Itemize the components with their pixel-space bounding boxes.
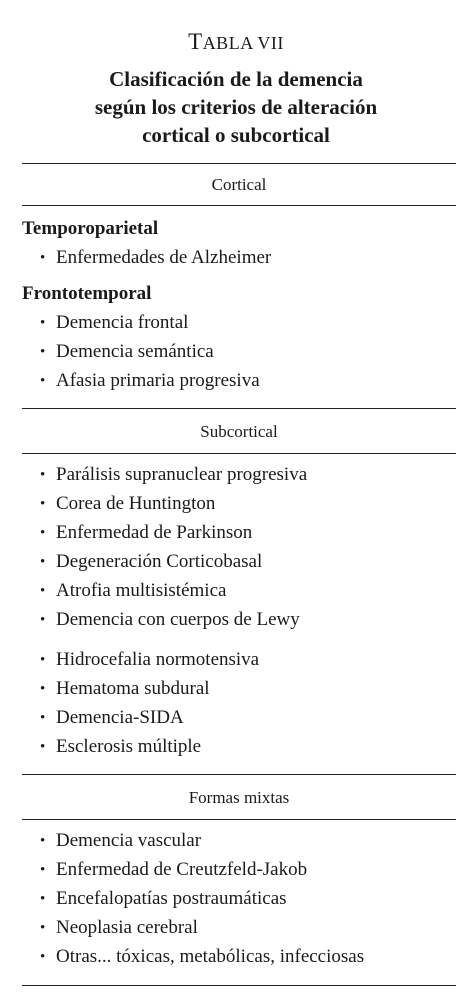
list-item-label: Demencia-SIDA bbox=[56, 707, 184, 728]
bullet-icon: • bbox=[40, 681, 46, 697]
list-item-label: Hidrocefalia normotensiva bbox=[56, 649, 260, 670]
list-item-label: Encefalopatías postraumáticas bbox=[56, 888, 287, 909]
table-label-initial: T bbox=[188, 29, 203, 54]
rule-mixtas-top bbox=[22, 774, 456, 775]
bullet-icon: • bbox=[40, 315, 46, 331]
bullet-icon: • bbox=[40, 862, 46, 878]
section-header-cortical: Cortical bbox=[211, 175, 267, 194]
bullet-icon: • bbox=[40, 496, 46, 512]
list-item bbox=[40, 369, 260, 393]
list-item-label: Demencia semántica bbox=[56, 341, 214, 362]
list-item bbox=[40, 916, 198, 940]
list-item bbox=[40, 521, 252, 545]
list-item-label: Otras... tóxicas, metabólicas, infecciosas bbox=[56, 946, 365, 967]
bullet-icon: • bbox=[40, 949, 46, 965]
list-item bbox=[40, 677, 210, 701]
rule-top bbox=[22, 163, 456, 164]
rule-bottom bbox=[22, 985, 456, 986]
bullet-icon: • bbox=[40, 612, 46, 628]
bullet-icon: • bbox=[40, 554, 46, 570]
list-item-label: Demencia frontal bbox=[56, 312, 189, 333]
list-item bbox=[40, 829, 201, 853]
list-item bbox=[40, 340, 214, 364]
title-line-1: Clasificación de la demencia bbox=[109, 67, 363, 91]
table-title bbox=[0, 65, 472, 149]
bullet-icon: • bbox=[40, 652, 46, 668]
bullet-icon: • bbox=[40, 373, 46, 389]
bullet-icon: • bbox=[40, 739, 46, 755]
list-item-label: Neoplasia cerebral bbox=[56, 917, 198, 938]
rule-mixtas-header bbox=[22, 819, 456, 820]
group-heading-frontotemporal: Frontotemporal bbox=[22, 283, 152, 304]
list-item-label: Enfermedades de Alzheimer bbox=[56, 247, 272, 268]
table-number bbox=[0, 28, 472, 57]
bullet-icon: • bbox=[40, 250, 46, 266]
bullet-icon: • bbox=[40, 467, 46, 483]
table-label-rest: ABLA VII bbox=[202, 33, 284, 53]
list-item-label: Atrofia multisistémica bbox=[56, 580, 227, 601]
rule-cortical-header bbox=[22, 205, 456, 206]
list-item-label: Demencia con cuerpos de Lewy bbox=[56, 609, 300, 630]
list-item-label: Corea de Huntington bbox=[56, 493, 216, 514]
bullet-icon: • bbox=[40, 344, 46, 360]
list-item bbox=[40, 246, 271, 270]
rule-subcortical-top bbox=[22, 408, 456, 409]
list-item bbox=[40, 945, 364, 969]
list-item-label: Enfermedad de Creutzfeld-Jakob bbox=[56, 859, 308, 880]
list-item-label: Esclerosis múltiple bbox=[56, 736, 202, 757]
list-item-label: Demencia vascular bbox=[56, 830, 202, 851]
list-item bbox=[40, 887, 287, 911]
list-item-label: Afasia primaria progresiva bbox=[56, 370, 260, 391]
list-item bbox=[40, 492, 215, 516]
list-item-label: Enfermedad de Parkinson bbox=[56, 522, 253, 543]
section-header-mixtas: Formas mixtas bbox=[188, 788, 290, 807]
list-item bbox=[40, 706, 184, 730]
bullet-icon: • bbox=[40, 710, 46, 726]
bullet-icon: • bbox=[40, 891, 46, 907]
list-item bbox=[40, 735, 201, 759]
list-item-label: Degeneración Corticobasal bbox=[56, 551, 263, 572]
list-item bbox=[40, 550, 262, 574]
bullet-icon: • bbox=[40, 920, 46, 936]
list-item bbox=[40, 463, 307, 487]
list-item bbox=[40, 608, 300, 632]
bullet-icon: • bbox=[40, 525, 46, 541]
list-item bbox=[40, 579, 226, 603]
list-item-label: Hematoma subdural bbox=[56, 678, 210, 699]
section-header-subcortical: Subcortical bbox=[200, 422, 278, 441]
title-line-2: según los criterios de alteración bbox=[94, 95, 378, 119]
group-heading-temporoparietal: Temporoparietal bbox=[22, 218, 159, 239]
bullet-icon: • bbox=[40, 833, 46, 849]
list-item bbox=[40, 858, 307, 882]
list-item bbox=[40, 648, 259, 672]
list-item-label: Parálisis supranuclear progresiva bbox=[56, 464, 308, 485]
bullet-icon: • bbox=[40, 583, 46, 599]
title-line-3: cortical o subcortical bbox=[142, 123, 330, 147]
rule-subcortical-header bbox=[22, 453, 456, 454]
list-item bbox=[40, 311, 188, 335]
